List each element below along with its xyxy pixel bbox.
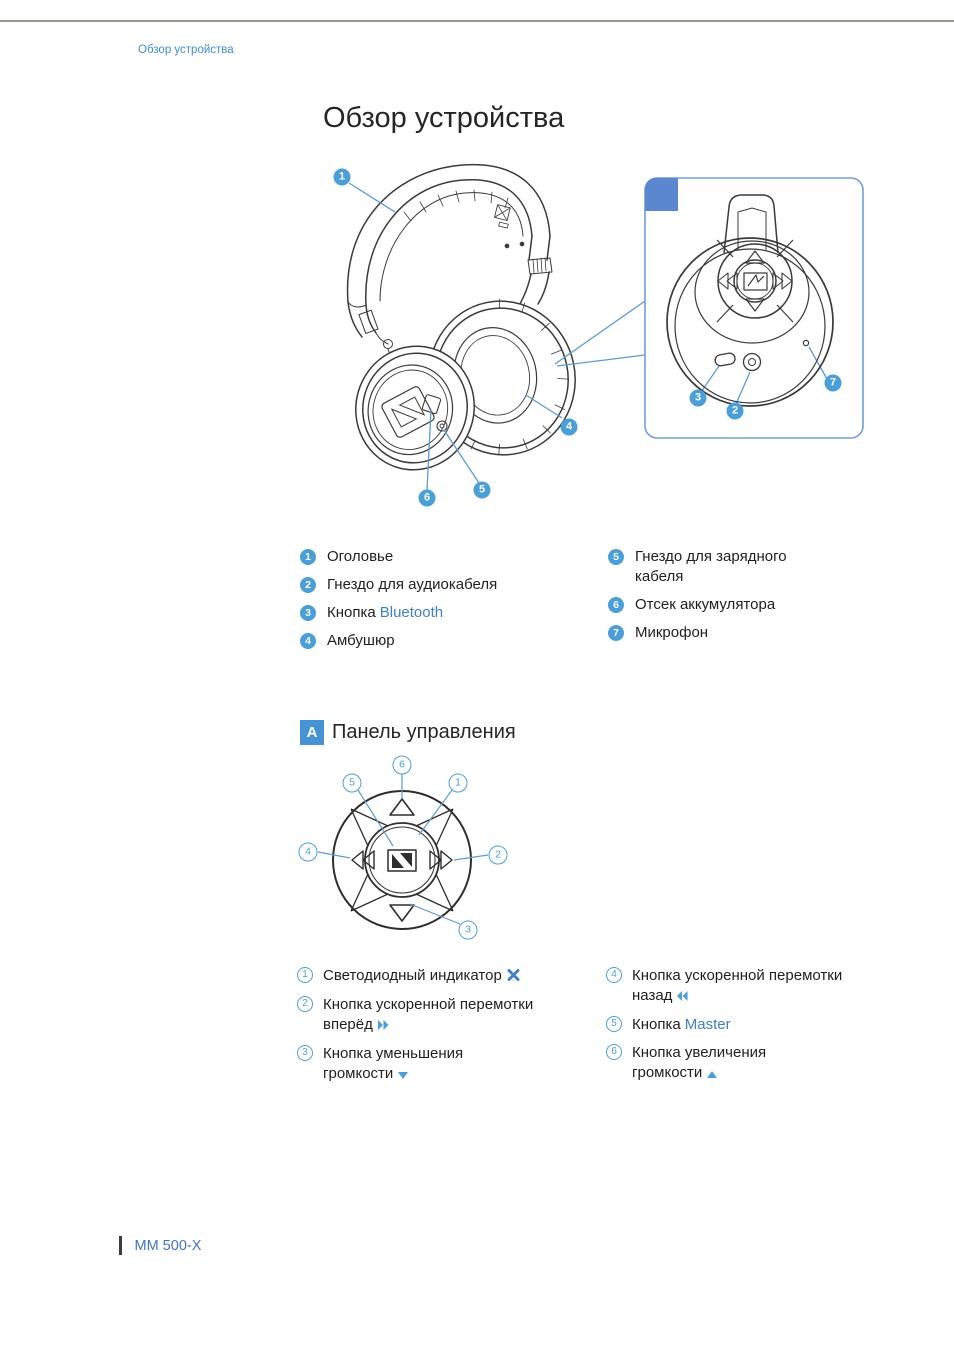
legend-item	[608, 547, 888, 587]
legend-top-right	[608, 547, 888, 651]
callout-7-microphone: 7	[825, 375, 842, 392]
detail-box	[645, 178, 863, 438]
legend-text: Кнопка Bluetooth	[327, 604, 444, 621]
callout-6-battery-compartment: 6	[419, 490, 436, 507]
legend-badge: 1	[297, 967, 313, 983]
volume-down-icon	[398, 1065, 408, 1085]
legend-text: Кнопка увеличения громкости	[632, 1043, 766, 1084]
legend-item	[297, 966, 597, 987]
legend-text: Кнопка Master	[632, 1016, 731, 1033]
panel-callout-5-master: 5	[343, 774, 362, 793]
legend-badge: 1	[300, 549, 316, 565]
legend-text: Кнопка ускоренной перемотки вперёд	[323, 995, 533, 1036]
legend-text: Гнездо для аудиокабеля	[327, 576, 498, 593]
callout-5-charging-socket: 5	[474, 482, 491, 499]
legend-item	[608, 623, 888, 643]
footer-model-name: MM 500-X	[134, 1237, 202, 1254]
panel-callout-1-led: 1	[449, 774, 468, 793]
legend-badge: 3	[297, 1045, 313, 1061]
callout-3-bluetooth-button: 3	[690, 390, 707, 407]
legend-text: Оголовье	[327, 548, 394, 565]
legend-badge: 6	[606, 1044, 622, 1060]
legend-item	[297, 1044, 597, 1085]
legend-text: Микрофон	[635, 624, 709, 641]
bluetooth-label: Bluetooth	[379, 604, 444, 621]
page-footer	[119, 1236, 201, 1255]
legend-item	[606, 1015, 906, 1035]
detail-box-corner-tab	[645, 178, 678, 211]
legend-item	[297, 995, 597, 1036]
legend-item	[300, 547, 600, 567]
legend-text: Кнопка ускоренной перемотки назад	[632, 966, 842, 1007]
legend-badge: 7	[608, 625, 624, 641]
page-title: Обзор устройства	[323, 102, 565, 134]
legend-text: Кнопка уменьшения громкости	[323, 1044, 463, 1085]
legend-badge: 2	[297, 996, 313, 1012]
callout-4-ear-pad: 4	[561, 419, 578, 436]
legend-badge: 6	[608, 597, 624, 613]
legend-text: Отсек аккумулятора	[635, 596, 776, 613]
panel-callout-6-volume-up: 6	[393, 756, 412, 775]
ear-cup-rear-view	[667, 195, 833, 406]
control-pad-line-art	[290, 752, 520, 952]
device-overview-diagram	[300, 150, 880, 520]
legend-bottom-right	[606, 966, 906, 1092]
legend-text: Амбушюр	[327, 632, 395, 649]
legend-item	[300, 631, 600, 651]
legend-top-left	[300, 547, 600, 659]
legend-badge: 4	[300, 633, 316, 649]
legend-bottom-left	[297, 966, 597, 1093]
control-panel-diagram	[290, 752, 520, 952]
headphones-line-art	[300, 150, 880, 520]
rewind-icon	[677, 987, 688, 1007]
callout-lines	[318, 774, 488, 924]
led-indicator-icon	[507, 967, 520, 987]
legend-item	[300, 603, 600, 623]
legend-badge: 2	[300, 577, 316, 593]
footer-divider	[119, 1236, 122, 1255]
legend-badge: 5	[608, 549, 624, 565]
legend-text: Гнездо для зарядного кабеля	[635, 548, 787, 585]
callout-1-headband: 1	[334, 169, 351, 186]
fast-forward-icon	[378, 1016, 389, 1036]
legend-item	[606, 966, 906, 1007]
callout-2-audio-socket: 2	[727, 403, 744, 420]
legend-item	[606, 1043, 906, 1084]
control-panel-section-heading	[300, 720, 516, 745]
legend-badge: 4	[606, 967, 622, 983]
top-rule	[0, 20, 954, 22]
panel-callout-3-volume-down: 3	[459, 921, 478, 940]
panel-callout-2-fast-forward: 2	[489, 846, 508, 865]
legend-text: Светодиодный индикатор	[323, 966, 520, 987]
legend-badge: 3	[300, 605, 316, 621]
section-title: Панель управления	[332, 721, 516, 743]
panel-callout-4-rewind: 4	[299, 843, 318, 862]
legend-item	[300, 575, 600, 595]
running-header: Обзор устройства	[138, 44, 234, 56]
master-label: Master	[684, 1016, 731, 1033]
legend-badge: 5	[606, 1016, 622, 1032]
legend-item	[608, 595, 888, 615]
volume-up-icon	[707, 1064, 717, 1084]
section-label-a: A	[300, 720, 324, 745]
